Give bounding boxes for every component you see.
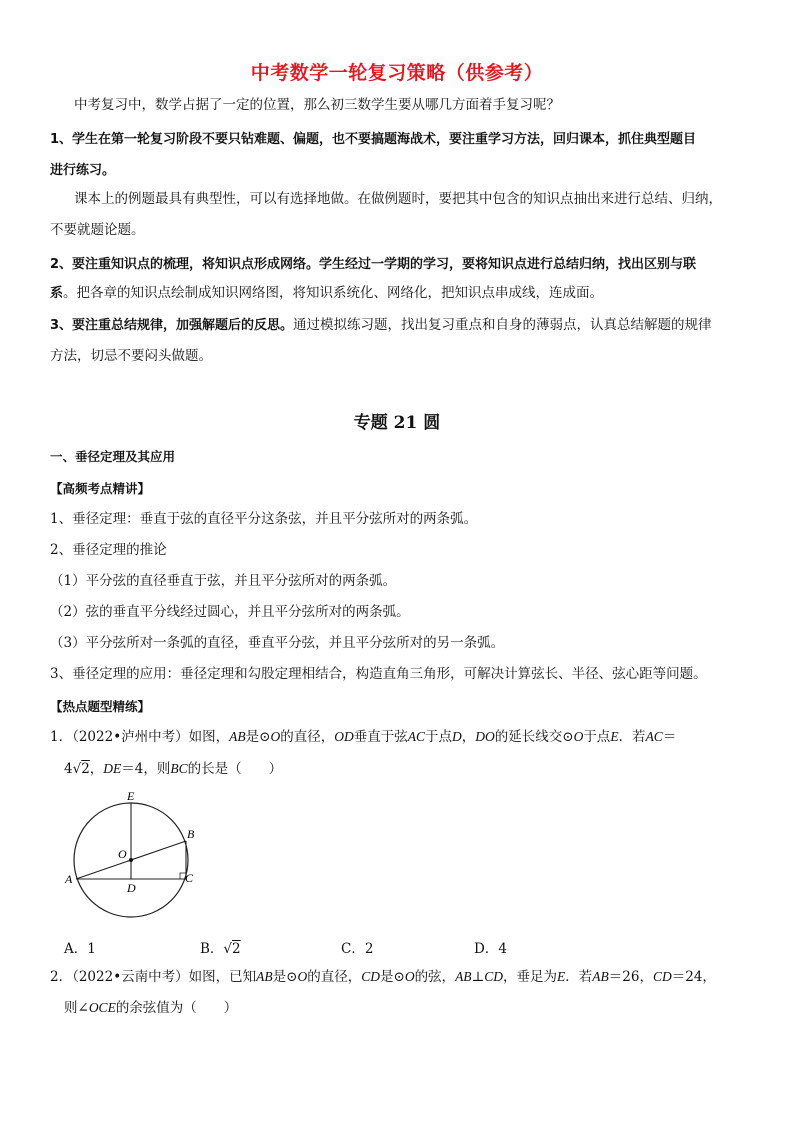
strategy-3-cont: 方法，切忌不要闷头做题。 [50, 348, 212, 364]
label-d: D [127, 881, 136, 895]
strategy-3-rest: 通过模拟练习题，找出复习重点和自身的薄弱点，认真总结解题的规律 [293, 317, 712, 333]
strategy-1-bold: 1、学生在第一轮复习阶段不要只钻难题、偏题，也不要搞题海战术，要注重学习方法，回归课本，抓住典型题目 [50, 132, 697, 147]
strategy-2-bold-cont: 系 [50, 286, 64, 301]
strategy-1-text-cont: 不要就题论题。 [50, 222, 145, 238]
point-1: 1、垂径定理：垂直于弦的直径平分这条弦，并且平分弦所对的两条弧。 [50, 511, 478, 527]
strategy-1-bold-cont: 进行练习。 [50, 163, 116, 178]
point-2: 2、垂径定理的推论 [50, 542, 167, 558]
question-2-line-1: 2．（2022•云南中考）如图，已知AB是⊙O的直径，CD是⊙O的弦，AB⊥CD，垂足为E．若AB＝26，CD＝24， [50, 969, 716, 985]
label-a: A [65, 872, 73, 886]
topic-title: 专题 21 圆 [353, 413, 441, 433]
option-b[interactable]: B．√2 [200, 941, 241, 957]
sqrt-symbol: √2 [223, 941, 241, 957]
point-2-3: （3）平分弦所对一条弧的直径，垂直平分弦，并且平分弦所对的另一条弧。 [50, 635, 505, 651]
bracket-heading-1: 【高频考点精讲】 [50, 481, 151, 496]
option-a[interactable]: A．1 [64, 941, 96, 957]
question-1-line-2: 4√2，DE＝4，则BC的长是（ ） [64, 761, 283, 777]
sqrt-symbol: √2 [72, 761, 90, 777]
point-2-1: （1）平分弦的直径垂直于弦，并且平分弦所对的两条弧。 [50, 573, 397, 589]
page-title: 中考数学一轮复习策略（供参考） [250, 62, 544, 84]
strategy-2-text [50, 284, 603, 303]
label-c: C [185, 871, 194, 885]
point-3: 3、垂径定理的应用：垂径定理和勾股定理相结合，构造直角三角形，可解决计算弦长、半径、弦心距等问题。 [50, 666, 707, 682]
strategy-1-text: 课本上的例题最具有典型性，可以有选择地做。在做例题时，要把其中包含的知识点抽出来进行总结、归纳， [74, 191, 722, 207]
circle-figure [60, 788, 210, 928]
bracket-heading-2: 【热点题型精练】 [50, 699, 151, 714]
question-1-line-1: 1．（2022•泸州中考）如图，AB是⊙O的直径，OD垂直于弦AC于点D，DO的延长线交⊙O于点E．若AC＝ [50, 729, 677, 745]
section-heading: 一、垂径定理及其应用 [50, 449, 176, 464]
strategy-2-rest: 。把各章的知识点绘制成知识网络图，将知识系统化、网络化，把知识点串成线，连成面。 [63, 285, 604, 301]
question-2-line-2: 则∠OCE的余弦值为（ ） [64, 1000, 238, 1016]
option-d[interactable]: D．4 [474, 941, 507, 957]
strategy-3-bold: 3、要注重总结规律，加强解题后的反思。 [50, 318, 294, 333]
option-c[interactable]: C．2 [341, 941, 374, 957]
label-e: E [127, 789, 135, 803]
center-dot [129, 858, 133, 862]
strategy-2-bold: 2、要注重知识点的梳理，将知识点形成网络。学生经过一学期的学习，要将知识点进行总结归纳，找出区别与联 [50, 257, 697, 272]
intro-line: 中考复习中，数学占据了一定的位置，那么初三数学生要从哪几方面着手复习呢？ [74, 97, 560, 113]
point-2-2: （2）弦的垂直平分线经过圆心，并且平分弦所对的两条弧。 [50, 604, 410, 620]
strategy-3 [50, 316, 712, 335]
label-o: O [118, 847, 127, 861]
label-b: B [187, 827, 195, 841]
